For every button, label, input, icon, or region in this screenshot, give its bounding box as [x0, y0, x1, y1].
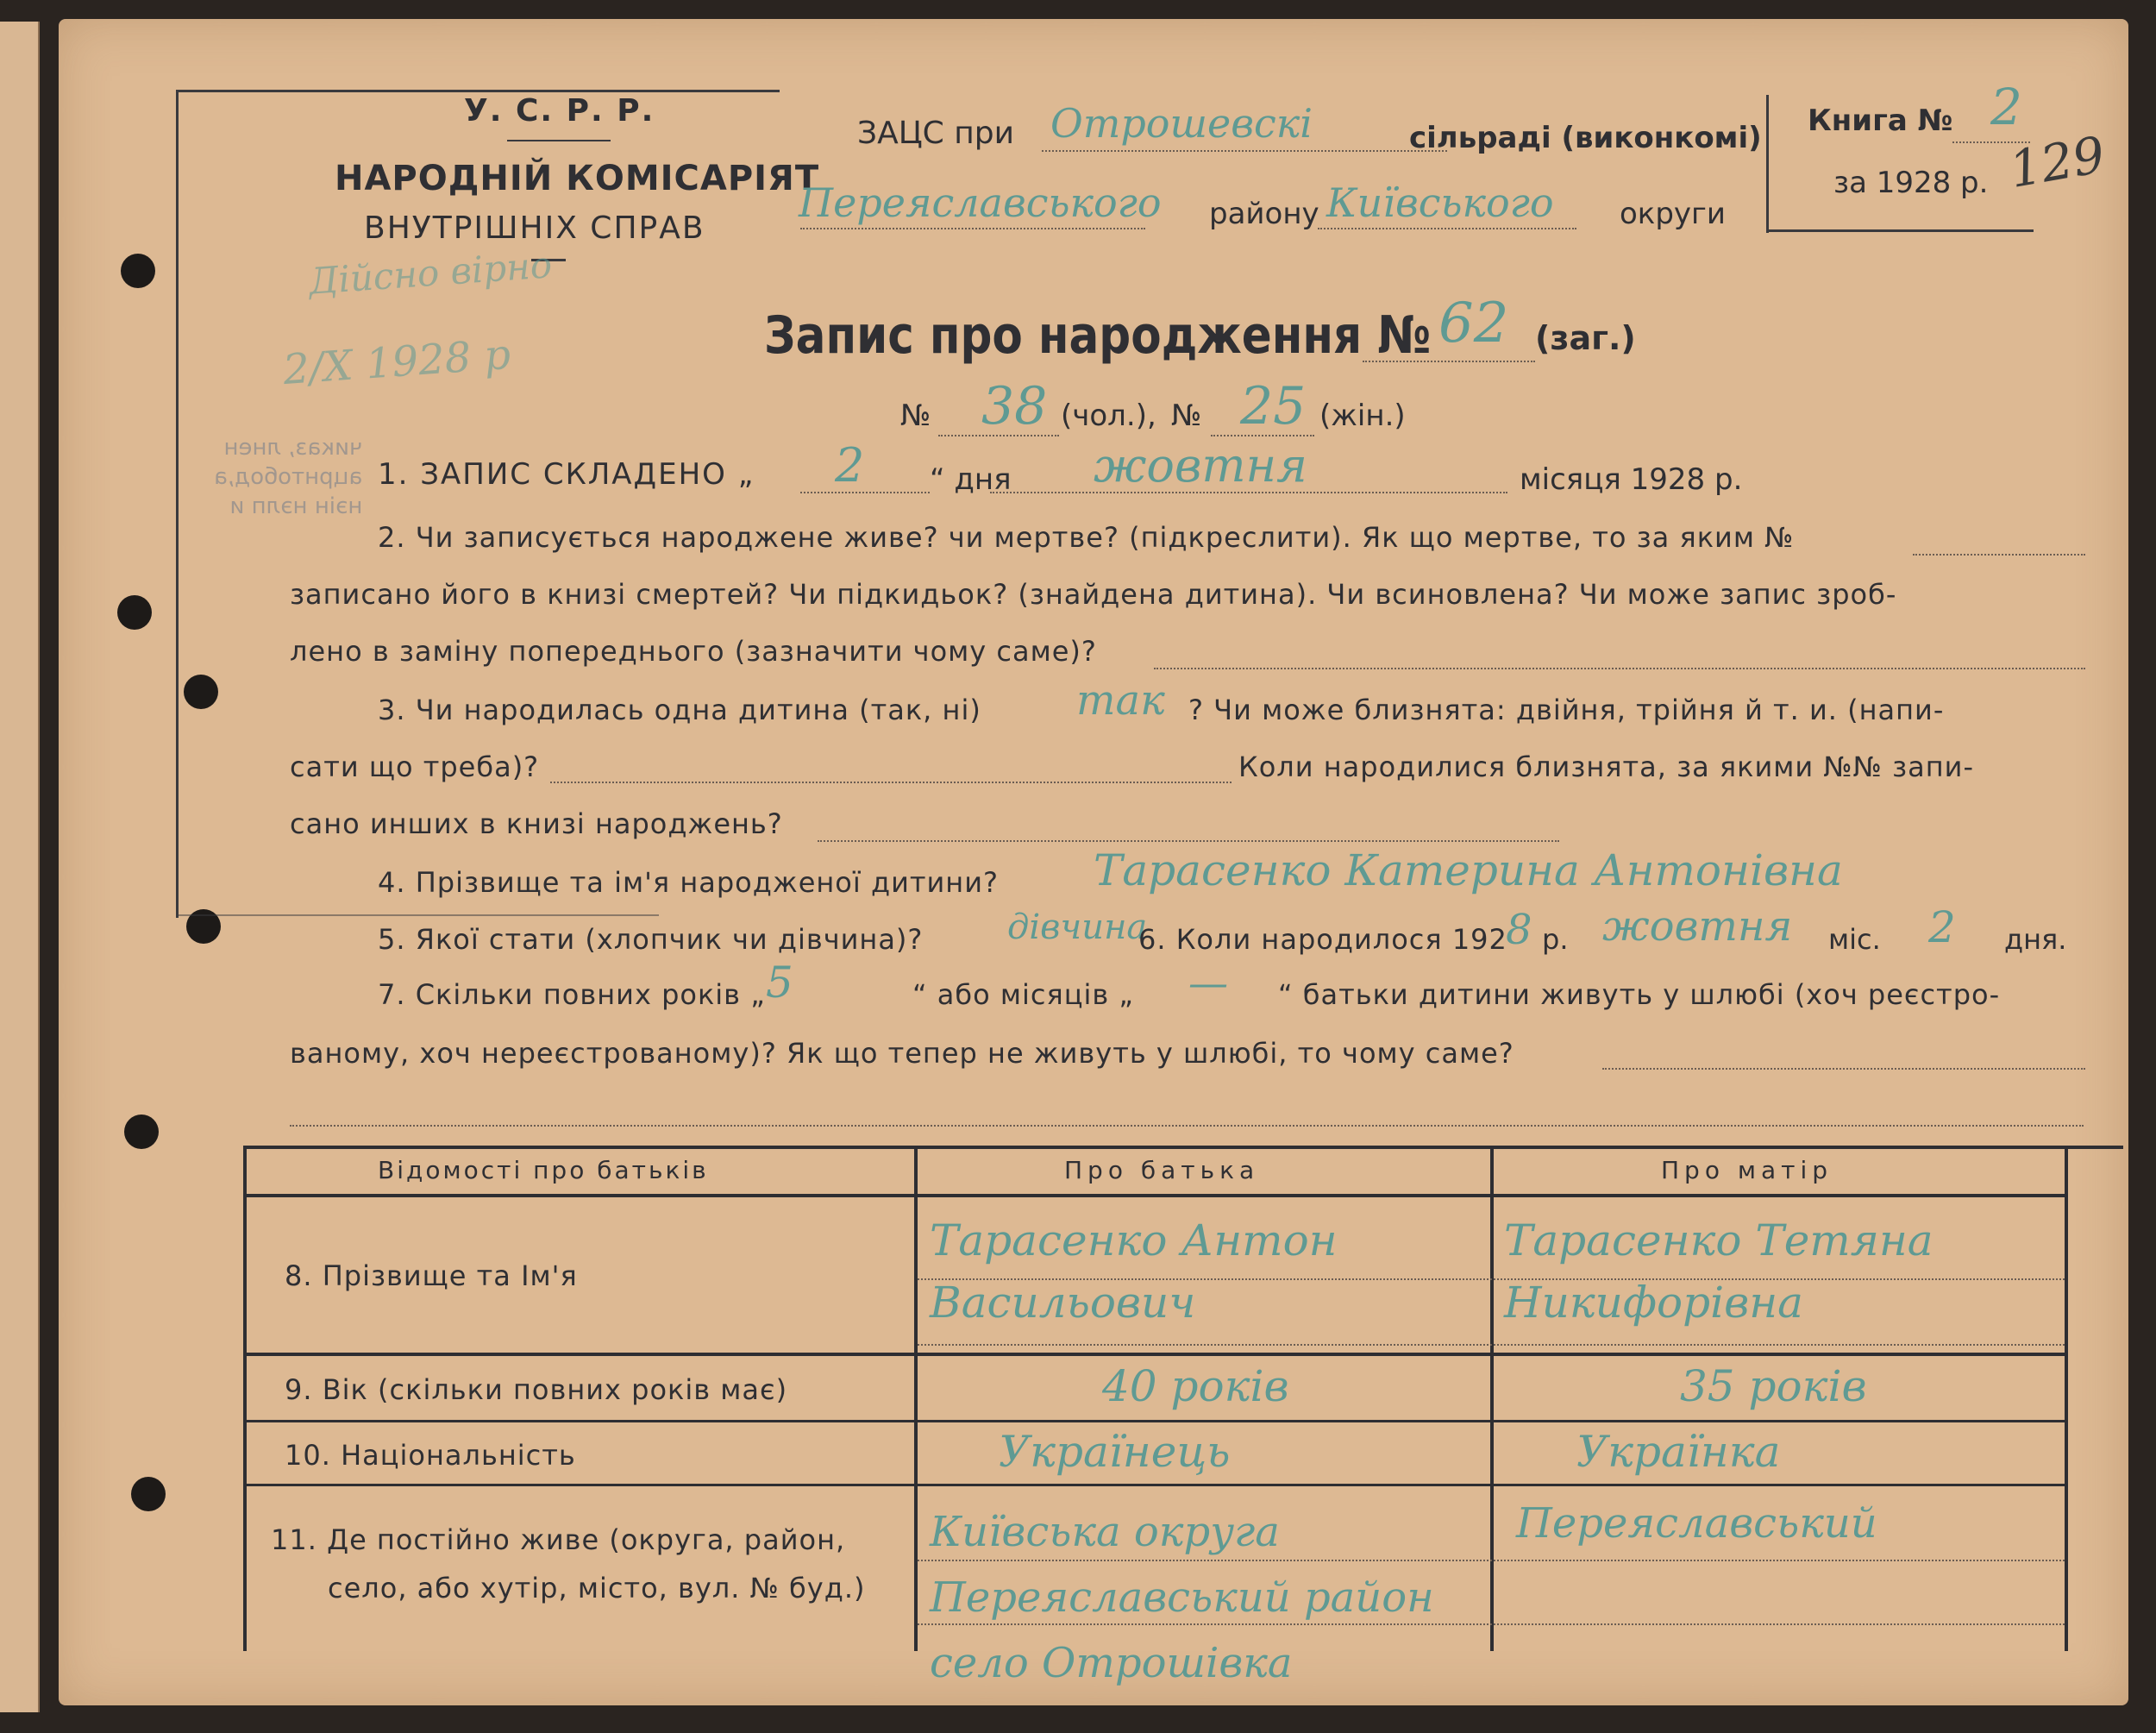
female-label: (жін.): [1319, 399, 1406, 433]
punch-hole: [184, 675, 218, 709]
certification-handwriting: Дійсно вірно: [307, 243, 554, 303]
residence-row-dotline-2: [918, 1623, 2065, 1625]
adjacent-page-edge: [0, 22, 40, 1712]
header-frame-left: [176, 90, 179, 918]
q3-other-records-field: [818, 840, 1559, 842]
mother-nationality-handwritten: Українка: [1576, 1427, 1781, 1477]
q6-label: 6. Коли народилося 192: [1138, 923, 1507, 956]
father-name-handwritten: Тарасенко Антон Васильович: [930, 1215, 1338, 1328]
q1-label: 1. ЗАПИС СКЛАДЕНО „: [378, 457, 755, 492]
punch-hole: [131, 1477, 166, 1511]
q7-reason-field-line2: [290, 1125, 2084, 1127]
punch-hole: [117, 595, 152, 630]
female-number-field: [1211, 435, 1314, 436]
commissariat-title: НАРОДНІЙ КОМІСАРІЯТ: [335, 159, 820, 198]
row-residence-label-1: 11. Де постійно живе (округа, район,: [271, 1523, 846, 1556]
header-frame-bottom: [176, 914, 659, 916]
q6-day-handwritten: 2: [1928, 902, 1956, 952]
q5-label: 5. Якої стати (хлопчик чи дівчина)?: [378, 923, 924, 956]
row-age-label: 9. Вік (скільки повних років має): [285, 1373, 788, 1406]
certification-date-handwriting: 2/X 1928 р: [281, 330, 512, 395]
name-row-dotline-1: [918, 1278, 2065, 1280]
book-year-label: за 1928 р.: [1833, 166, 1989, 200]
okrug-field: [1318, 228, 1576, 229]
q6-day-label: дня.: [2004, 923, 2067, 956]
district-field: [800, 228, 1145, 229]
q2-replacement-field: [1154, 668, 2085, 669]
residence-row-dotline-1: [918, 1560, 2065, 1561]
q1-month-handwritten: жовтня: [1094, 438, 1307, 493]
q7-months-handwritten: —: [1188, 959, 1228, 1006]
q5-answer-handwritten: дівчина: [1007, 907, 1148, 947]
district-handwritten: Переяславського: [799, 179, 1162, 226]
q3-twins-field: [550, 782, 1232, 783]
row-residence-label-2: село, або хутір, місто, вул. № буд.): [328, 1572, 866, 1604]
book-label: Книга №: [1808, 104, 1953, 138]
father-nationality-handwritten: Українець: [999, 1427, 1231, 1477]
book-box-left: [1766, 95, 1769, 233]
q7-line1c: “ батьки дитини живуть у шлюбі (хоч реєстро-: [1278, 978, 2001, 1011]
q3-line2b: Коли народилися близнята, за якими №№ запи-: [1238, 750, 1974, 783]
record-number-field: [1363, 361, 1535, 362]
record-number-handwritten: 62: [1438, 292, 1509, 355]
father-residence-handwritten: Київська округа Переяславський район село Отрошівка: [930, 1508, 1434, 1687]
bleed-through-text: чиказ, лнен ацрнтобод,а нэін нэлп и: [214, 435, 363, 519]
q1-day-field: [800, 492, 930, 493]
male-number-label: №: [900, 399, 931, 433]
q2-line3: лено в заміну попереднього (зазначити чому саме)?: [290, 635, 1097, 668]
mother-age-handwritten: 35 років: [1680, 1361, 1867, 1411]
q2-death-number-field: [1913, 554, 2085, 556]
male-number-field: [938, 435, 1059, 436]
okruga-label: округи: [1620, 197, 1727, 231]
female-number-label: №: [1171, 399, 1202, 433]
row-nationality-label: 10. Національність: [285, 1439, 576, 1472]
republic-underline: [507, 140, 611, 141]
zags-prefix: ЗАЦС при: [857, 116, 1015, 151]
q1-day-handwritten: 2: [835, 438, 865, 493]
q3-line1b: ? Чи може близнята: двійня, трійня й т. и. (напи-: [1188, 694, 1945, 726]
q7-line1a: 7. Скільки повних років „: [378, 978, 766, 1011]
q6-year-handwritten: 8: [1506, 906, 1532, 954]
q7-line1b: “ або місяців „: [912, 978, 1134, 1011]
page-number-handwritten: 129: [2004, 124, 2109, 200]
council-label: сільраді (виконкомі): [1409, 121, 1762, 155]
q1-day-suffix: “ дня: [930, 462, 1012, 497]
q3-line3: сано инших в книзі народжень?: [290, 807, 783, 840]
commissariat-subtitle: ВНУТРІШНІХ СПРАВ: [364, 210, 705, 246]
header-frame-top: [176, 90, 780, 92]
row-name-label: 8. Прізвище та Ім'я: [285, 1259, 578, 1292]
record-title: Запис про народження №: [764, 305, 1432, 366]
q2-line1: 2. Чи записується народжене живе? чи мертве? (підкреслити). Як що мертве, то за яким №: [378, 521, 1795, 554]
birth-record-form: [59, 19, 2128, 1705]
q1-month-field: [990, 492, 1507, 493]
name-row-dotline-2: [918, 1344, 2065, 1346]
q4-answer-handwritten: Тарасенко Катерина Антонівна: [1094, 845, 1843, 895]
zags-village-field: [1042, 150, 1447, 152]
q4-label: 4. Прізвище та ім'я народженої дитини?: [378, 866, 999, 899]
punch-hole: [121, 254, 155, 288]
mother-name-handwritten: Тарасенко Тетяна Никифорівна: [1504, 1215, 1934, 1328]
q7-line2: ваному, хоч нереєстрованому)? Як що тепер не живуть у шлюбі, то чому саме?: [290, 1037, 1514, 1070]
q6-r-label: р.: [1542, 923, 1569, 956]
q3-line1a: 3. Чи народилась одна дитина (так, ні): [378, 694, 981, 726]
father-age-handwritten: 40 років: [1102, 1361, 1289, 1411]
raion-label: району: [1209, 197, 1319, 231]
q2-line2: записано його в книзі смертей? Чи підкидьок? (знайдена дитина). Чи всиновлена? Чи може запис зроб-: [290, 578, 1897, 611]
q7-years-handwritten: 5: [766, 958, 793, 1008]
q6-month-handwritten: жовтня: [1602, 902, 1793, 951]
table-header-father: Про батька: [1064, 1156, 1260, 1184]
zags-village-handwritten: Отрошевскі: [1050, 100, 1313, 147]
mother-residence-handwritten: Переяславський: [1516, 1499, 1877, 1548]
q1-tail: місяця 1928 р.: [1520, 462, 1743, 497]
female-number-handwritten: 25: [1240, 376, 1307, 436]
table-header-mother: Про матір: [1661, 1156, 1833, 1184]
q6-month-label: міс.: [1828, 923, 1881, 956]
table-header-parents: Відомості про батьків: [378, 1156, 709, 1184]
q3-line2a: сати що треба)?: [290, 750, 540, 783]
punch-hole: [124, 1115, 159, 1149]
record-number-suffix: (заг.): [1535, 319, 1636, 357]
book-number-handwritten: 2: [1990, 78, 2022, 136]
republic-label: У. С. Р. Р.: [464, 93, 655, 129]
okrug-handwritten: Київського: [1326, 179, 1554, 226]
q3-answer-handwritten: так: [1076, 676, 1165, 725]
book-box-bottom: [1766, 229, 2034, 232]
male-number-handwritten: 38: [981, 376, 1048, 436]
male-label: (чол.),: [1061, 399, 1156, 433]
q7-reason-field: [1602, 1068, 2085, 1070]
